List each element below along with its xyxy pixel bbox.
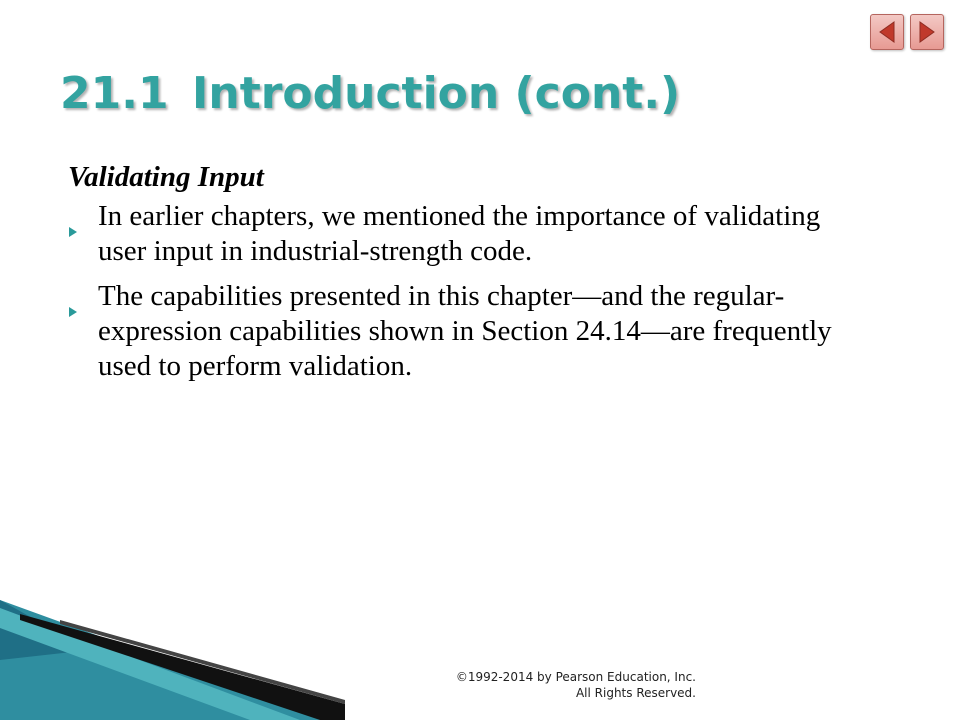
copyright-line-2: All Rights Reserved.	[575, 686, 696, 700]
triangle-bullet-icon	[68, 306, 78, 318]
slide-body	[68, 160, 868, 394]
left-arrow-icon	[876, 20, 898, 44]
bullet-item	[68, 279, 868, 384]
triangle-bullet-icon	[68, 226, 78, 238]
slide-navigation	[870, 14, 944, 50]
next-slide-button[interactable]	[910, 14, 944, 50]
right-arrow-icon	[916, 20, 938, 44]
title-number: 21.1	[60, 68, 169, 119]
slide-title	[60, 64, 880, 124]
copyright-line-1: ©1992-2014 by Pearson Education, Inc.	[455, 670, 696, 684]
bullet-item	[68, 199, 868, 269]
title-text: Introduction (cont.)	[192, 68, 681, 119]
subheading: Validating Input	[68, 161, 264, 193]
previous-slide-button[interactable]	[870, 14, 904, 50]
copyright-footer	[456, 669, 696, 701]
corner-decoration	[0, 600, 360, 720]
bullet-text: In earlier chapters, we mentioned the importance of validating user input in industrial-strength code.	[98, 200, 821, 267]
bullet-text: The capabilities presented in this chapter—and the regular-expression capabilities shown in Section 24.14—are frequently used to perform validation.	[98, 280, 832, 382]
